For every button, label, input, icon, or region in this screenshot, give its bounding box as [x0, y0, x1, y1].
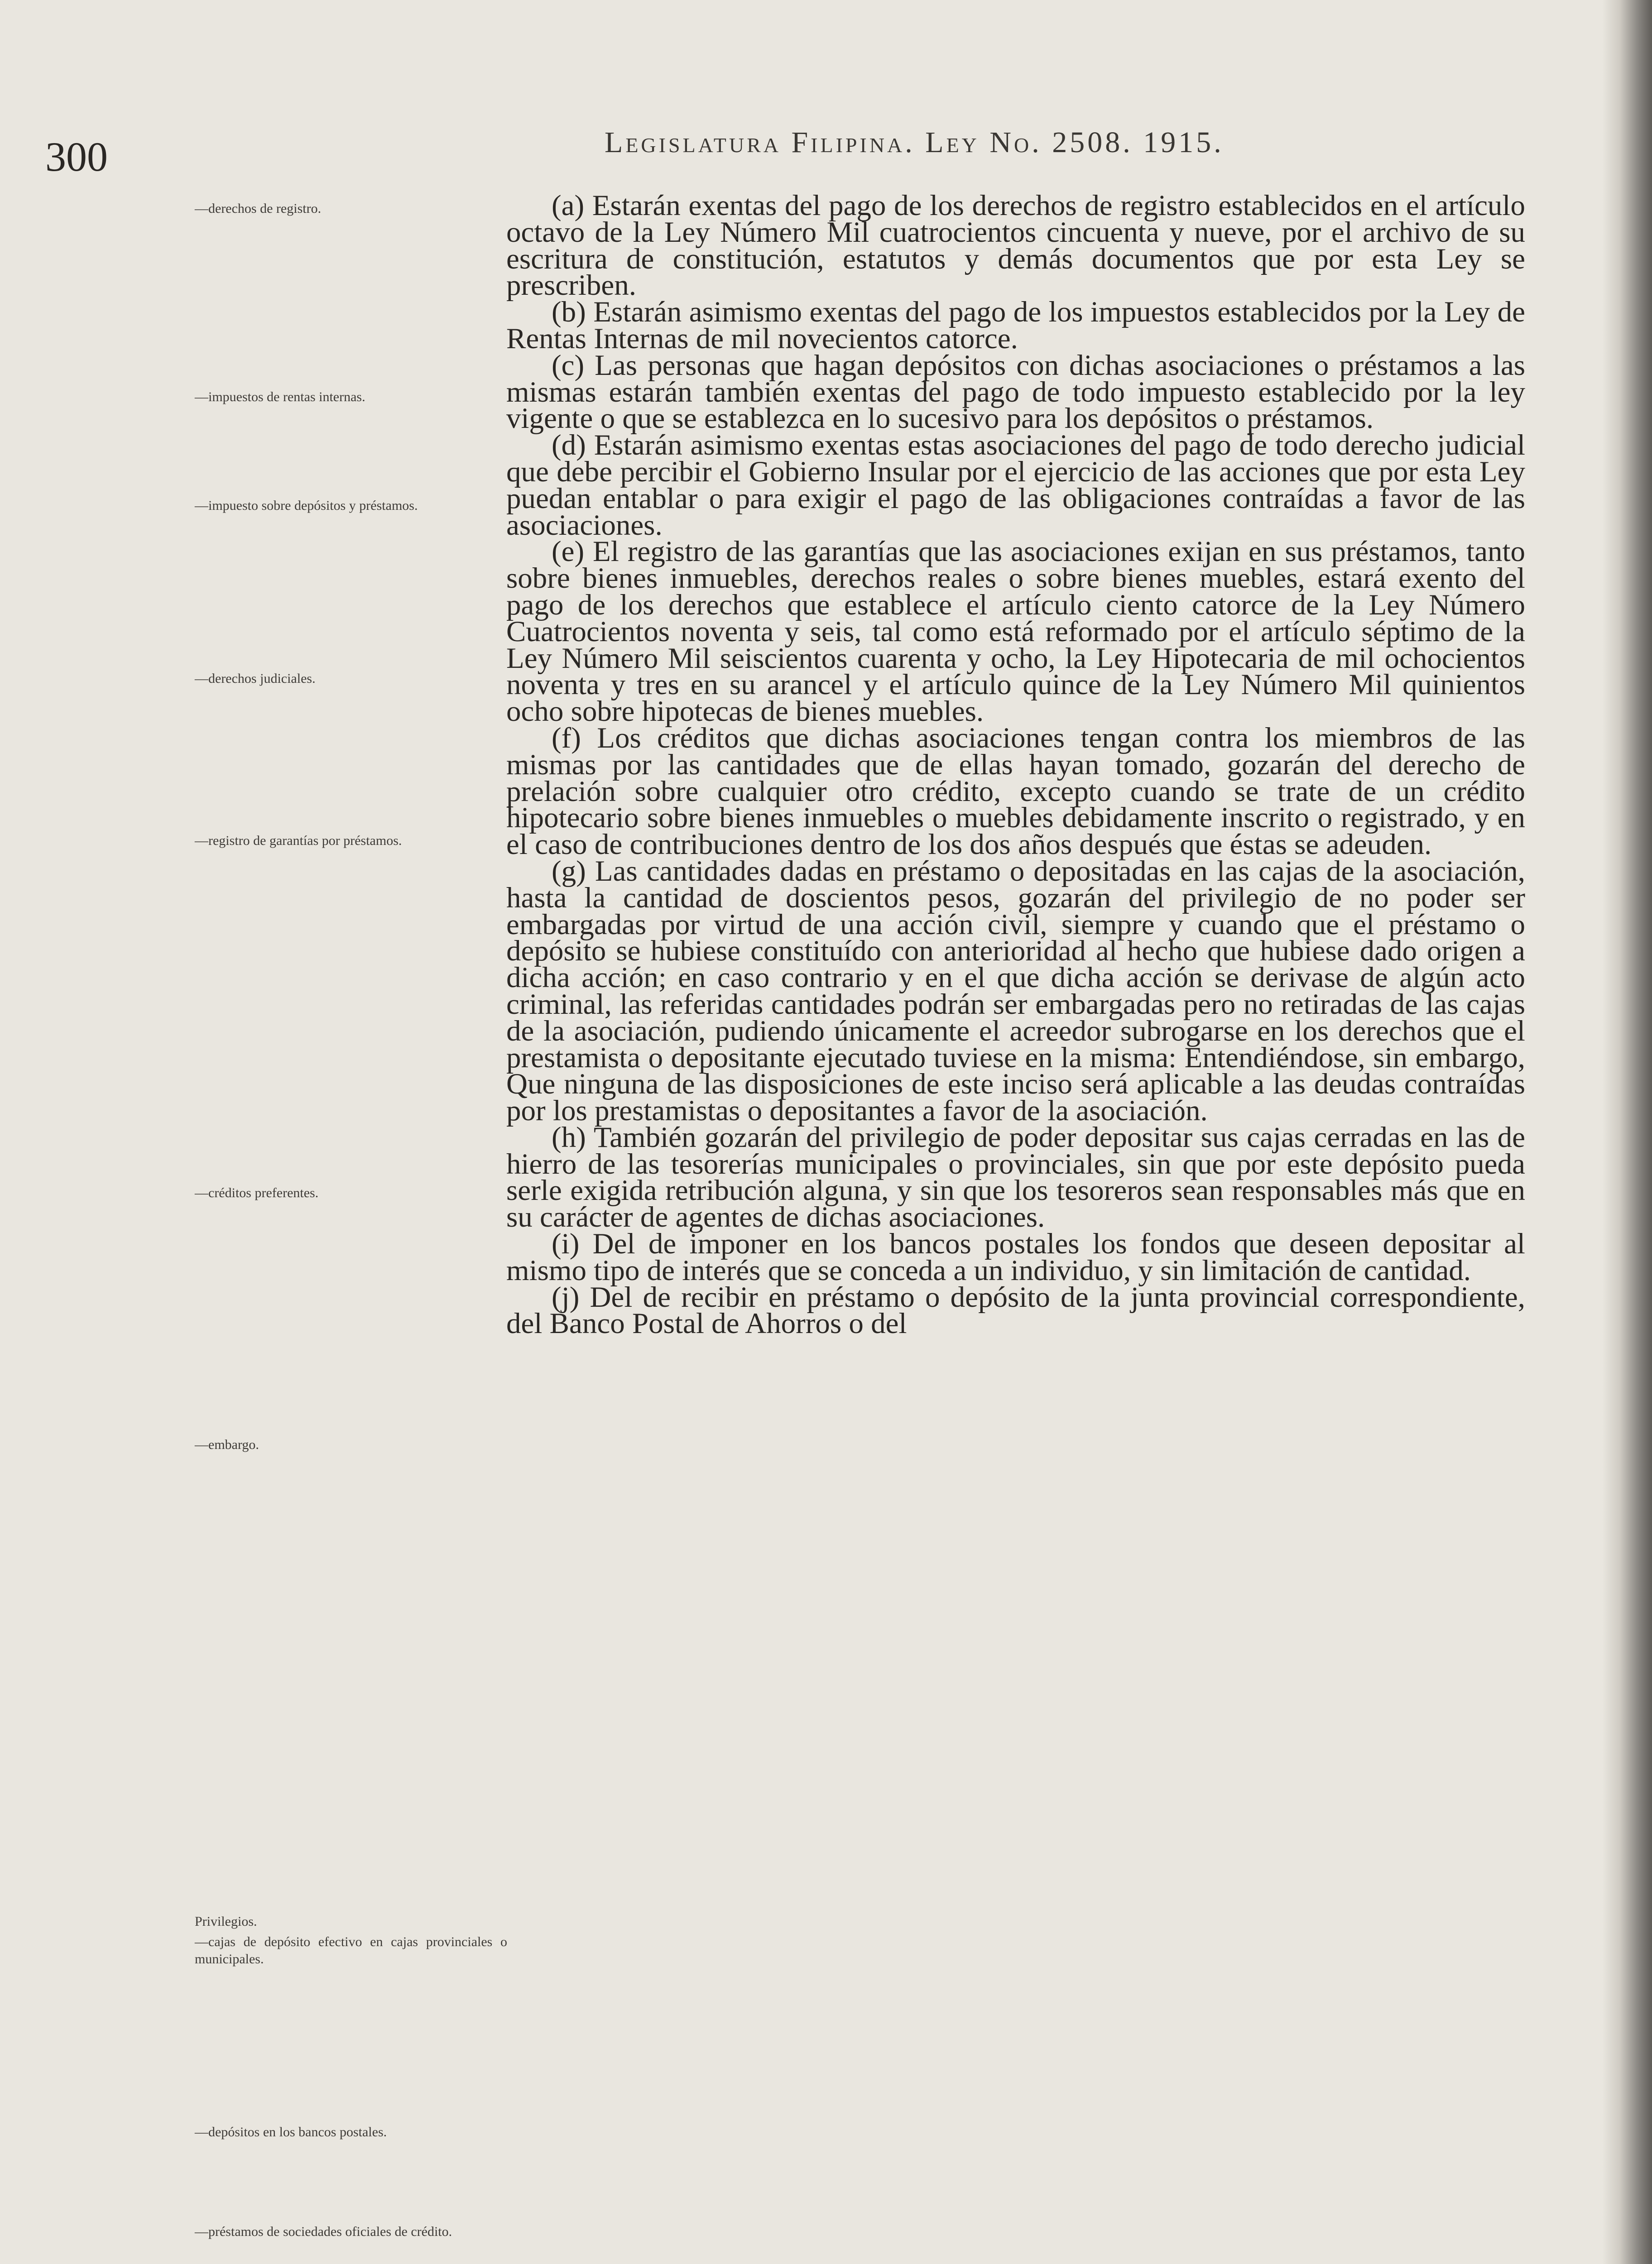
margin-note-prestamos-sociedades: —préstamos de sociedades oficiales de crédito.	[195, 2224, 452, 2239]
margin-note-depositos-bancos-postales: —depósitos en los bancos postales.	[195, 2125, 387, 2139]
page-number: 300	[45, 134, 108, 180]
paragraph-d: (d) Estarán asimismo exentas estas asociaciones del pago de todo derecho judicial que debe percibir el Gobierno Insular por el ejercicio de las acciones que por esta Ley puedan entablar o para exigir el pago de las obligaciones contraídas a favor de las asociaciones.	[506, 429, 1525, 542]
margin-note-impuestos-rentas: —impuestos de rentas internas.	[195, 389, 365, 404]
margin-note-registro-garantias: —registro de garantías por préstamos.	[195, 833, 402, 848]
paragraph-a: (a) Estarán exentas del pago de los derechos de registro establecidos en el artículo octavo de la Ley Número Mil cuatrocientos cincuenta y nueve, por el archivo de su escritura de constitución, estatutos y demás documentos que por esta Ley se prescriben.	[506, 189, 1525, 302]
margin-note-cajas-deposito: —cajas de depósito efectivo en cajas provinciales o municipales.	[195, 1934, 507, 1967]
paragraph-e: (e) El registro de las garantías que las asociaciones exijan en sus préstamos, tanto sobre bienes inmuebles, derechos reales o sobre bienes muebles, estará exento del pago de los derechos que establece el artículo ciento catorce de la Ley Número Cuatrocientos noventa y seis, tal como está reformado por el artículo séptimo de la Ley Número Mil seiscientos cuarenta y ocho, la Ley Hipotecaria de mil ochocientos noventa y tres en su arancel y el artículo quince de la Ley Número Mil quinientos ocho sobre hipotecas de bienes muebles.	[506, 535, 1525, 728]
running-head: Legislatura Filipina. Ley No. 2508. 1915.	[605, 126, 1224, 159]
paragraph-h: (h) También gozarán del privilegio de poder depositar sus cajas cerradas en las de hierro de las tesorerías municipales o provinciales, sin que por este depósito pueda serle exigida retribución alguna, y sin que los tesoreros sean responsables más que en su carácter de agentes de dichas asociaciones.	[506, 1121, 1525, 1234]
paragraph-g: (g) Las cantidades dadas en préstamo o depositadas en las cajas de la asociación, hasta la cantidad de doscientos pesos, gozarán del privilegio de no poder ser embargadas por virtud de una acción civil, siempre y cuando que el préstamo o depósito se hubiese constituído con anterioridad al hecho que hubiese dado origen a dicha acción; en caso contrario y en el que dicha acción se derivase de algún acto criminal, las referidas cantidades podrán ser embargadas pero no retiradas de las cajas de la asociación, pudiendo únicamente el acreedor subrogarse en los derechos que el prestamista o depositante ejecutado tuviese en la misma: Entendiéndose, sin embargo, Que ninguna de las disposiciones de este inciso será aplicable a las deudas contraídas por los prestamistas o depositantes a favor de la asociación.	[506, 854, 1525, 1127]
paragraph-j: (j) Del de recibir en préstamo o depósito de la junta provincial correspondiente, del Banco Postal de Ahorros o del	[506, 1281, 1525, 1340]
page-edge-shadow	[1602, 0, 1652, 2264]
margin-note-embargo: —embargo.	[195, 1437, 259, 1452]
paragraph-b: (b) Estarán asimismo exentas del pago de los impuestos establecidos por la Ley de Rentas Internas de mil novecientos catorce.	[506, 296, 1525, 355]
paragraph-c: (c) Las personas que hagan depósitos con dichas asociaciones o préstamos a las mismas estarán también exentas del pago de todo impuesto establecido por la ley vigente o que se establezca en lo sucesivo para los depósitos o préstamos.	[506, 349, 1525, 435]
margin-note-creditos-preferentes: —créditos preferentes.	[195, 1185, 319, 1200]
margin-note-derechos-registro: —derechos de registro.	[195, 201, 322, 216]
main-text-column	[506, 189, 1525, 1340]
paragraph-f: (f) Los créditos que dichas asociaciones tengan contra los miembros de las mismas por las cantidades que de ellas hayan tomado, gozarán del derecho de prelación sobre cualquier otro crédito, excepto cuando se trate de un crédito hipotecario sobre bienes inmuebles o muebles debidamente inscrito o registrado, y en el caso de contribuciones dentro de los dos años después que éstas se adeuden.	[506, 721, 1525, 861]
margin-note-privilegios: Privilegios.	[195, 1914, 257, 1929]
margin-note-impuesto-depositos: —impuesto sobre depósitos y préstamos.	[195, 498, 418, 513]
margin-note-derechos-judiciales: —derechos judiciales.	[195, 671, 316, 686]
paragraph-i: (i) Del de imponer en los bancos postales los fondos que deseen depositar al mismo tipo de interés que se conceda a un individuo, y sin limitación de cantidad.	[506, 1228, 1525, 1287]
